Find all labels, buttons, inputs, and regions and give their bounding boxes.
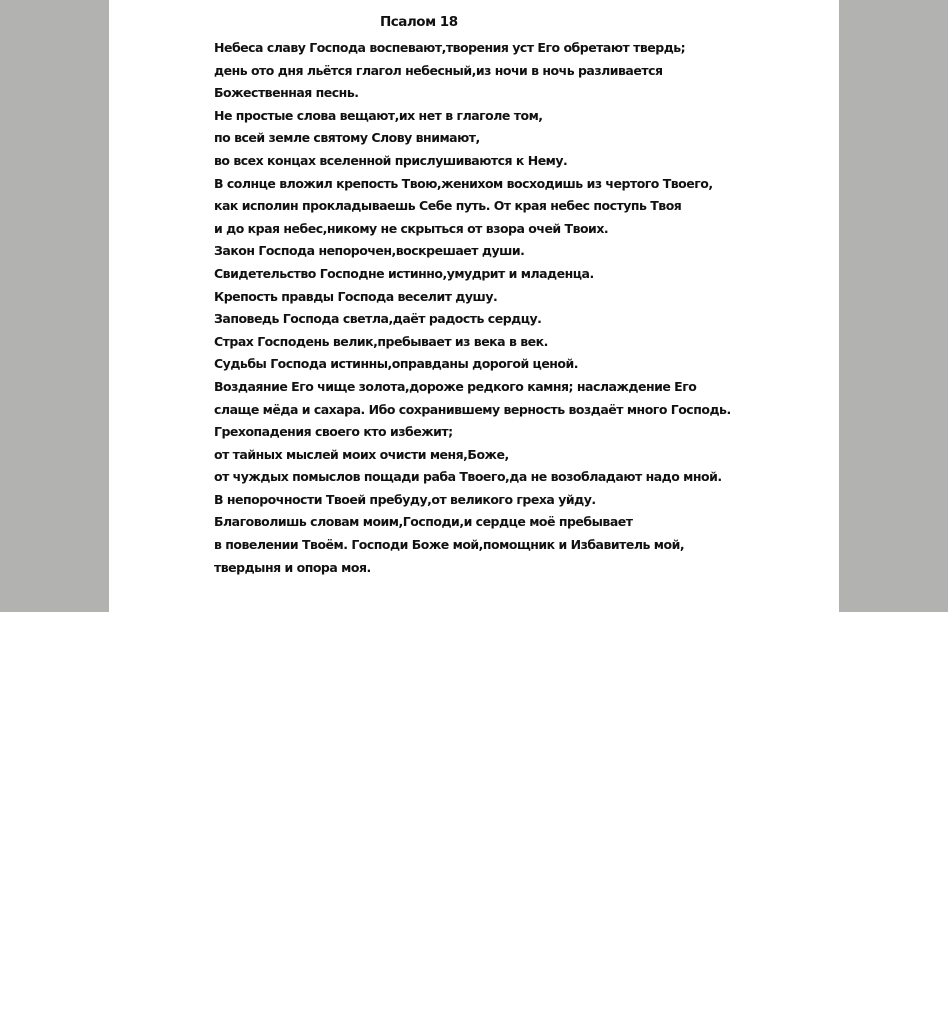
text-line: Судьбы Господа истинны,оправданы дорогой ценой. <box>214 356 579 372</box>
text-line: в повелении Твоём. Господи Боже мой,помощник и Избавитель мой, <box>214 537 685 553</box>
text-line: В непорочности Твоей пребуду,от великого греха уйду. <box>214 491 596 507</box>
text-line: как исполин прокладываешь Себе путь. От края небес поступь Твоя <box>214 198 682 214</box>
text-line: Заповедь Господа светла,даёт радость сердцу. <box>214 311 542 327</box>
text-line: В солнце вложил крепость Твою,женихом восходишь из чертого Твоего, <box>214 175 713 191</box>
text-line: Не простые слова вещают,их нет в глаголе том, <box>214 107 543 123</box>
text-line: Крепость правды Господа веселит душу. <box>214 288 498 304</box>
text-line: Страх Господень велик,пребывает из века в век. <box>214 333 548 349</box>
text-line: Грехопадения своего кто избежит; <box>214 424 453 440</box>
document-title: Псалом 18 <box>380 14 458 30</box>
text-line: день ото дня льётся глагол небесный,из ночи в ночь разливается <box>214 62 663 78</box>
text-line: Воздаяние Его чище золота,дороже редкого камня; наслаждение Его <box>214 378 697 394</box>
text-line: от тайных мыслей моих очисти меня,Боже, <box>214 446 509 462</box>
text-line: Небеса славу Господа воспевают,творения уст Его обретают твердь; <box>214 40 686 55</box>
text-line: Божественная песнь. <box>214 85 359 101</box>
text-line: по всей земле святому Слову внимают, <box>214 130 480 146</box>
text-line: Благоволишь словам моим,Господи,и сердце моё пребывает <box>214 514 633 530</box>
text-line: от чуждых помыслов пощади раба Твоего,да не возобладают надо мной. <box>214 469 722 485</box>
text-line: во всех концах вселенной прислушиваются к Нему. <box>214 152 568 168</box>
text-line: Закон Господа непорочен,воскрешает души. <box>214 243 525 259</box>
text-line: и до края небес,никому не скрыться от взора очей Твоих. <box>214 220 609 236</box>
blank-area <box>0 612 948 1024</box>
text-line: Свидетельство Господне истинно,умудрит и младенца. <box>214 265 594 281</box>
document-page <box>109 0 839 612</box>
text-line: слаще мёда и сахара. Ибо сохранившему верность воздаёт много Господь. <box>214 401 731 417</box>
document-body <box>214 37 731 579</box>
text-line: твердыня и опора моя. <box>214 559 371 575</box>
